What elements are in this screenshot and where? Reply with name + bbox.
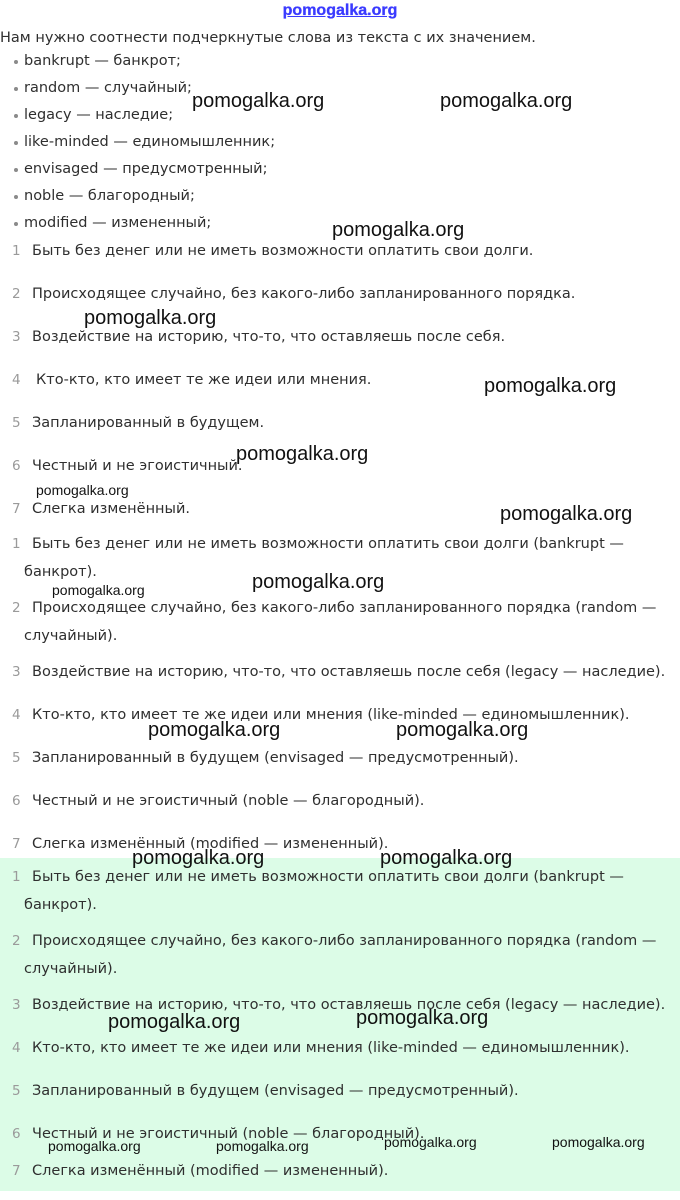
item-number: 5	[12, 750, 21, 766]
item-text-continued: случайный).	[24, 628, 118, 644]
item-number: 3	[12, 329, 21, 345]
item-number: 7	[12, 501, 21, 517]
item-number: 6	[12, 1126, 21, 1142]
watermark: pomogalka.org	[396, 719, 529, 741]
item-text: Быть без денег или не иметь возможности оплатить свои долги (bankrupt —	[32, 536, 624, 552]
answer-item	[0, 787, 680, 830]
item-number: 3	[12, 664, 21, 680]
watermark: pomogalka.org	[52, 582, 145, 598]
answer-item	[0, 1077, 680, 1120]
item-text: Честный и не эгоистичный (noble — благородный).	[32, 793, 425, 809]
watermark: pomogalka.org	[440, 90, 573, 112]
item-number: 7	[12, 836, 21, 852]
vocab-item: legacy — наследие;	[0, 107, 275, 134]
answer-item	[0, 530, 680, 594]
answers-list	[0, 530, 680, 873]
item-number: 5	[12, 1083, 21, 1099]
item-text: Воздействие на историю, что-то, что оставляешь после себя (legacy — наследие).	[32, 664, 666, 680]
answer-item	[0, 744, 680, 787]
vocab-item: like-minded — единомышленник;	[0, 134, 275, 161]
item-text: Слегка изменённый.	[32, 501, 191, 517]
item-number: 4	[12, 707, 21, 723]
item-text: Слегка изменённый (modified — измененный).	[32, 1163, 389, 1179]
item-text: Честный и не эгоистичный.	[32, 458, 243, 474]
site-title-link[interactable]: pomogalka.org	[282, 2, 398, 19]
item-text: Быть без денег или не иметь возможности оплатить свои долги (bankrupt —	[32, 869, 624, 885]
answer-item	[0, 1034, 680, 1077]
vocab-item: modified — измененный;	[0, 215, 275, 242]
watermark: pomogalka.org	[380, 847, 513, 869]
watermark: pomogalka.org	[236, 443, 369, 465]
watermark: pomogalka.org	[332, 219, 465, 241]
watermark: pomogalka.org	[500, 503, 633, 525]
item-text: Происходящее случайно, без какого-либо запланированного порядка.	[32, 286, 576, 302]
item-number: 1	[12, 243, 21, 259]
answer-item	[0, 927, 680, 991]
answer-item	[0, 701, 680, 744]
intro-text: Нам нужно соотнести подчеркнутые слова из текста с их значением.	[0, 30, 536, 46]
watermark: pomogalka.org	[36, 482, 129, 498]
definition-item	[0, 415, 680, 458]
item-text: Кто-кто, кто имеет те же идеи или мнения.	[36, 372, 372, 388]
watermark: pomogalka.org	[84, 307, 217, 329]
item-number: 5	[12, 415, 21, 431]
definition-item	[0, 286, 680, 329]
item-number: 6	[12, 793, 21, 809]
answer-item	[0, 658, 680, 701]
item-text: Слегка изменённый (modified — измененный).	[32, 836, 389, 852]
item-text: Происходящее случайно, без какого-либо запланированного порядка (random —	[32, 600, 657, 616]
item-text: Воздействие на историю, что-то, что оставляешь после себя (legacy — наследие).	[32, 997, 666, 1013]
answer-item	[0, 594, 680, 658]
watermark: pomogalka.org	[484, 375, 617, 397]
answer-item	[0, 1120, 680, 1157]
watermark: pomogalka.org	[192, 90, 325, 112]
watermark: pomogalka.org	[108, 1011, 241, 1033]
vocab-item: bankrupt — банкрот;	[0, 53, 275, 80]
item-text: Запланированный в будущем.	[32, 415, 265, 431]
answer-item	[0, 1157, 680, 1200]
watermark: pomogalka.org	[356, 1007, 489, 1029]
item-number: 7	[12, 1163, 21, 1179]
item-text: Кто-кто, кто имеет те же идеи или мнения (like-minded — единомышленник).	[32, 707, 630, 723]
item-text: Быть без денег или не иметь возможности оплатить свои долги.	[32, 243, 534, 259]
watermark: pomogalka.org	[148, 719, 281, 741]
highlighted-answers-list	[0, 858, 680, 1191]
item-number: 3	[12, 997, 21, 1013]
item-text: Запланированный в будущем (envisaged — предусмотренный).	[32, 1083, 519, 1099]
definition-item	[0, 243, 680, 286]
definitions-list	[0, 243, 680, 544]
vocab-list	[0, 53, 275, 242]
item-number: 6	[12, 458, 21, 474]
watermark: pomogalka.org	[48, 1138, 141, 1154]
definition-item	[0, 329, 680, 372]
item-text-continued: случайный).	[24, 961, 118, 977]
item-number: 2	[12, 933, 21, 949]
vocab-item: noble — благородный;	[0, 188, 275, 215]
watermark: pomogalka.org	[384, 1134, 477, 1150]
item-number: 2	[12, 600, 21, 616]
item-text: Запланированный в будущем (envisaged — предусмотренный).	[32, 750, 519, 766]
item-text-continued: банкрот).	[24, 897, 97, 913]
item-number: 1	[12, 869, 21, 885]
item-text: Кто-кто, кто имеет те же идеи или мнения (like-minded — единомышленник).	[32, 1040, 630, 1056]
definition-item	[0, 372, 680, 415]
vocab-item: random — случайный;	[0, 80, 275, 107]
item-number: 2	[12, 286, 21, 302]
vocab-item: envisaged — предусмотренный;	[0, 161, 275, 188]
item-text: Честный и не эгоистичный (noble — благородный).	[32, 1126, 425, 1142]
item-number: 4	[12, 372, 21, 388]
watermark: pomogalka.org	[252, 571, 385, 593]
watermark: pomogalka.org	[216, 1138, 309, 1154]
item-text: Воздействие на историю, что-то, что оставляешь после себя.	[32, 329, 506, 345]
item-number: 4	[12, 1040, 21, 1056]
item-text: Происходящее случайно, без какого-либо запланированного порядка (random —	[32, 933, 657, 949]
item-text-continued: банкрот).	[24, 564, 97, 580]
watermark: pomogalka.org	[552, 1134, 645, 1150]
item-number: 1	[12, 536, 21, 552]
watermark: pomogalka.org	[132, 847, 265, 869]
answer-item	[0, 858, 680, 927]
definition-item	[0, 458, 680, 501]
answer-item	[0, 991, 680, 1034]
